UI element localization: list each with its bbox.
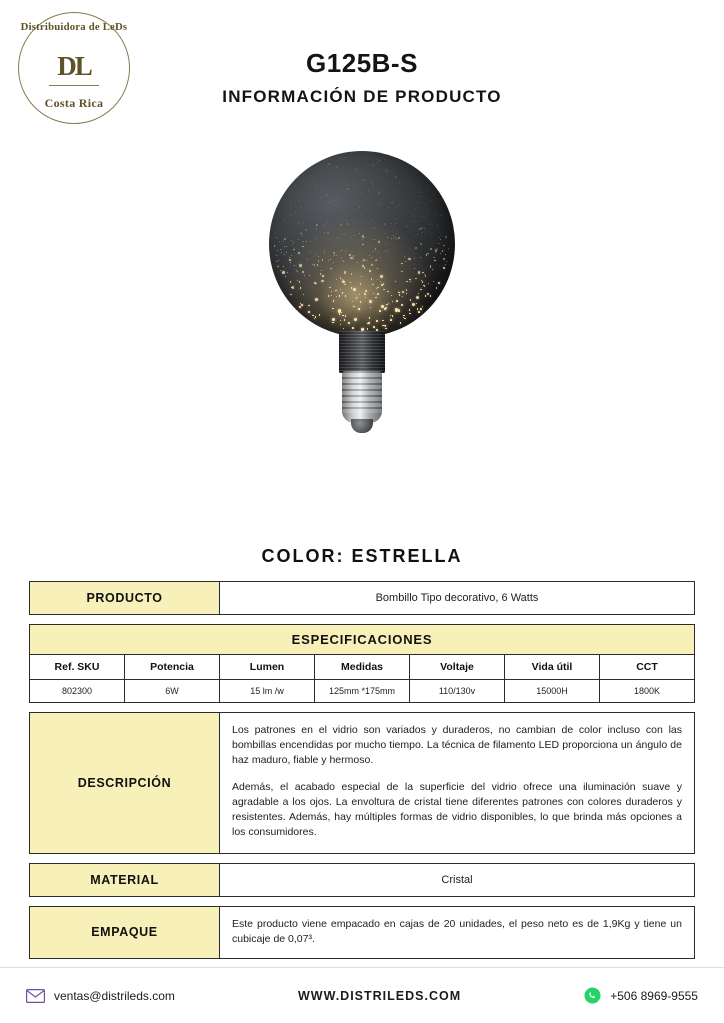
page-title: G125B-S [306,48,418,78]
producto-table [29,581,695,615]
footer-email-text: ventas@distrileds.com [54,988,175,1003]
table-row [30,713,695,854]
logo-top-text: Distribuidora de LeDs [20,22,128,33]
col-header-potencia: Potencia [125,655,220,680]
col-header-voltaje: Voltaje [410,655,505,680]
footer-website[interactable] [298,989,461,1003]
spec-sheet [0,581,724,959]
company-logo [18,12,130,124]
col-header-cct: CCT [600,655,695,680]
color-label: COLOR: ESTRELLA [261,546,463,566]
material-value: Cristal [220,863,695,896]
table-row [30,863,695,896]
footer-phone[interactable] [584,987,698,1004]
col-header-sku: Ref. SKU [30,655,125,680]
logo-bottom-text: Costa Rica [44,96,104,110]
empaque-table [29,906,695,960]
especificaciones-table [29,624,695,703]
product-image [0,136,724,546]
mail-icon [26,989,45,1003]
spacer [29,615,695,624]
logo-monogram: DL [57,51,91,81]
bulb-illustration [247,151,477,531]
descripcion-body [220,713,695,854]
table-row [30,906,695,959]
value-sku: 802300 [30,680,125,703]
material-table [29,863,695,897]
whatsapp-icon [584,987,601,1004]
bulb-globe [269,151,455,337]
page-subtitle: INFORMACIÓN DE PRODUCTO [222,87,502,106]
table-row [30,680,695,703]
descripcion-paragraph-2: Además, el acabado especial de la superficie del vidrio ofrece una iluminación suave y agradable a los ojos. La envoltura de cristal tiene diferentes patrones con colores duraderos y resistentes. Además, hay múltiples formas de vidrio disponibles, lo que brinda más opciones a los consumidores. [232,780,682,839]
material-label: MATERIAL [30,863,220,896]
logo-divider [49,85,99,86]
value-medidas: 125mm *175mm [315,680,410,703]
table-row [30,582,695,615]
spacer [29,854,695,863]
producto-value: Bombillo Tipo decorativo, 6 Watts [220,582,695,615]
producto-label: PRODUCTO [30,582,220,615]
footer-website-text: WWW.DISTRILEDS.COM [298,988,462,1003]
footer-email[interactable] [26,989,175,1003]
bulb-screw-base [342,371,382,423]
descripcion-table [29,712,695,854]
document-header [0,0,724,130]
col-header-lumen: Lumen [220,655,315,680]
especificaciones-title: ESPECIFICACIONES [30,625,695,655]
descripcion-label: DESCRIPCIÓN [30,713,220,854]
table-row [30,655,695,680]
empaque-label: EMPAQUE [30,906,220,959]
value-voltaje: 110/130v [410,680,505,703]
bulb-tip [351,419,373,433]
empaque-value: Este producto viene empacado en cajas de 20 unidades, el peso neto es de 1,9Kg y tiene un cubicaje de 0,07³. [220,906,695,959]
value-vida-util: 15000H [505,680,600,703]
col-header-vida-util: Vida útil [505,655,600,680]
table-row [30,625,695,655]
spacer [29,703,695,712]
document-footer [0,967,724,1023]
value-lumen: 15 lm /w [220,680,315,703]
bulb-neck [339,331,385,373]
value-potencia: 6W [125,680,220,703]
value-cct: 1800K [600,680,695,703]
spacer [29,897,695,906]
descripcion-paragraph-1: Los patrones en el vidrio son variados y duraderos, no cambian de color incluso con las bombillas encendidas por mucho tiempo. La técnica de filamento LED proporciona un ángulo de haz maduro, fiable y hermoso. [232,724,682,767]
footer-phone-text: +506 8969-9555 [610,988,698,1003]
col-header-medidas: Medidas [315,655,410,680]
